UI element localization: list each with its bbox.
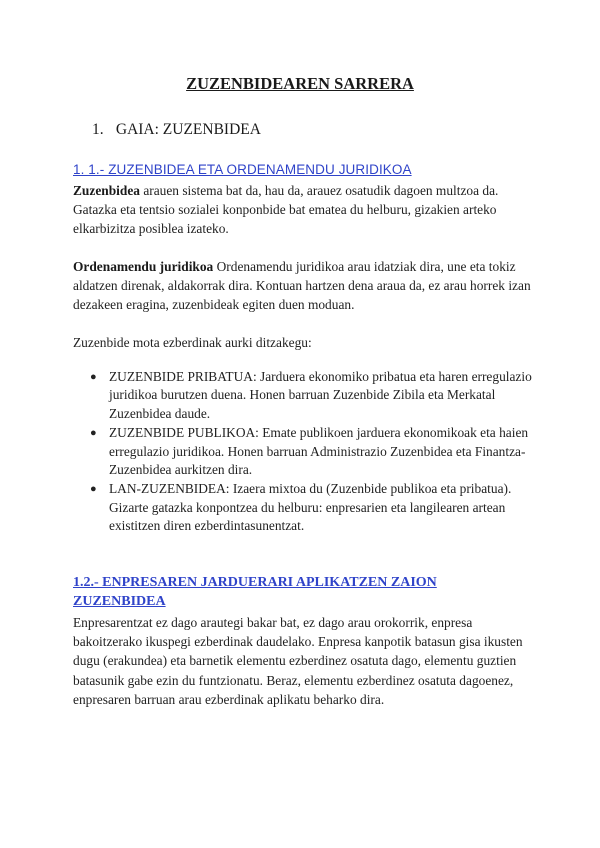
law-types-list <box>73 368 533 537</box>
list-item <box>73 480 533 535</box>
section-2-heading: 1.2.- ENPRESAREN JARDUERARI APLIKATZEN ZAION ZUZENBIDEA <box>73 575 437 609</box>
bullet-icon: ● <box>90 371 97 383</box>
paragraph-enpresa: Enpresarentzat ez dago arautegi bakar bat, ez dago arau orokorrik, enpresa bakoitzerako ikuspegi ezberdinak daudelako. Enpresa kanpotik batasun gisa ikusten dugu (erakundea) eta barnetik elementu ezberdinez osatuta dago, elementu guztien batasunik gabe ezin du funtzionatu. Beraz, elementu ezberdinez osatuta dagoenez, enpresaren barruan arau ezberdinak aplikatu beharko dira. <box>73 615 523 707</box>
list-item <box>73 368 533 423</box>
paragraph-ordenamendu <box>73 257 533 315</box>
chapter-heading <box>92 121 261 139</box>
term-ordenamendu-juridikoa: Ordenamendu juridikoa <box>73 259 214 274</box>
paragraph-intro-types: Zuzenbide mota ezberdinak aurki ditzakegu: <box>73 335 312 350</box>
page-title: ZUZENBIDEAREN SARRERA <box>186 74 414 93</box>
paragraph-zuzenbidea <box>73 181 533 239</box>
bullet-icon: ● <box>90 427 97 440</box>
bullet-icon: ● <box>90 483 97 496</box>
section-1-heading: 1. 1.- ZUZENBIDEA ETA ORDENAMENDU JURIDIKOA <box>73 162 412 177</box>
paragraph-zuzenbidea-text: arauen sistema bat da, hau da, arauez osatudik dagoen multzoa da. Gatazka eta tentsio sozialei konponbide bat ematea du helburu, gizakien arteko elkarbizitza posiblea izateko. <box>73 183 499 237</box>
term-zuzenbidea: Zuzenbidea <box>73 183 140 198</box>
list-item-text: ZUZENBIDE PUBLIKOA: Emate publikoen jarduera ekonomikoak eta haien erregulazio juridikoa. Honen barruan Administrazio Zuzenbidea eta Finantza-Zuzenbidea aurkitzen dira. <box>109 425 529 478</box>
chapter-label: GAIA: ZUZENBIDEA <box>115 121 261 138</box>
list-item-text: ZUZENBIDE PRIBATUA: Jarduera ekonomiko pribatua eta haren erregulazio juridikoa burutzen duena. Honen barruan Zuzenbide Zibila eta Merkatal Zuzenbidea daude. <box>109 369 532 421</box>
paragraph-ordenamendu-text: Ordenamendu juridikoa arau idatziak dira, une eta tokiz aldatzen direnak, aldakorrak dira. Kontuan hartzen dena araua da, ez arau horrek izan dezakeen eragina, zuzenbideak egiten duen moduan. <box>73 259 531 313</box>
list-item <box>73 424 533 479</box>
list-item-text: LAN-ZUZENBIDEA: Izaera mixtoa du (Zuzenbide publikoa eta pribatua). Gizarte gatazka konpontzea du helburu: enpresarien eta langilearen artean existitzen diren ezberdintasunentzat. <box>109 481 512 534</box>
chapter-number: 1. <box>92 121 104 138</box>
